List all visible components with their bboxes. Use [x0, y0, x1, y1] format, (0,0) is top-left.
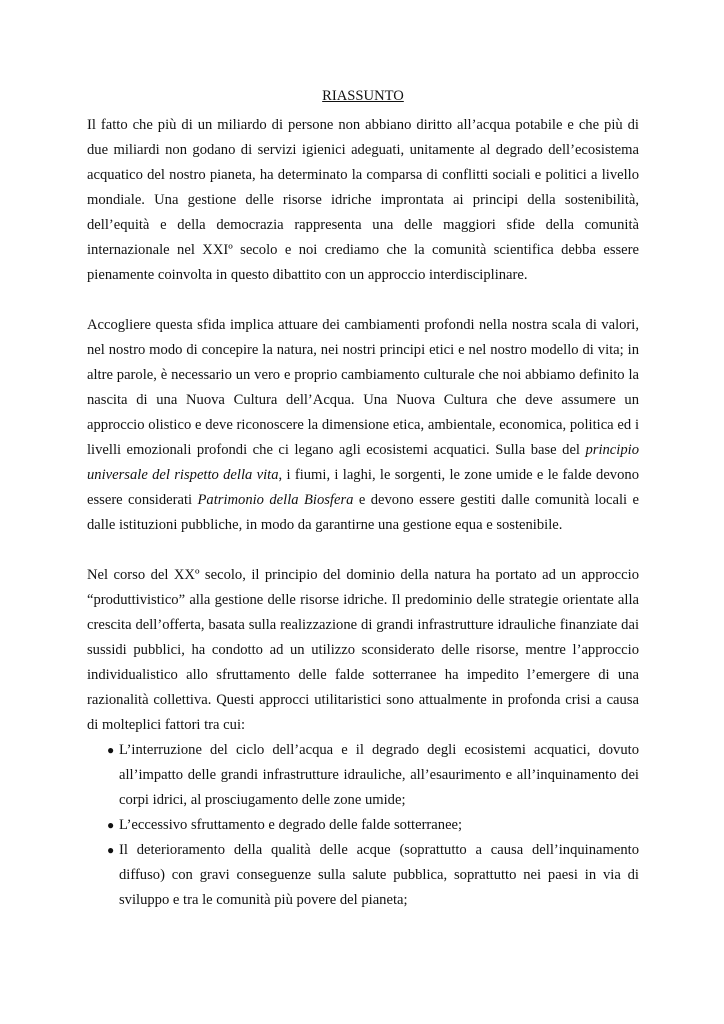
paragraph-2 [87, 313, 639, 538]
paragraph-2-text-b: , i fiumi, i laghi, le sorgenti, le zone umide e le falde devono essere considerati [87, 467, 639, 508]
paragraph-2-italic-principio: principio universale del rispetto della vita [87, 442, 639, 483]
list-item-text: L’interruzione del ciclo dell’acqua e il degrado degli ecosistemi acquatici, dovuto all’impatto delle grandi infrastrutture idrauliche, all’esaurimento e all’inquinamento dei corpi idrici, al prosciugamento delle zone umide; [119, 742, 639, 808]
bullet-icon: ● [107, 818, 115, 832]
paragraph-3: Nel corso del XXº secolo, il principio del dominio della natura ha portato ad un approccio “produttivistico” alla gestione delle risorse idriche. Il predominio delle strategie orientate alla crescita dell’offerta, basata sulla realizzazione di grandi infrastrutture idrauliche finanziate dai sussidi pubblici, ha condotto ad un utilizzo sconsiderato delle risorse, mentre l’approccio individualistico allo sfruttamento delle falde sotterranee ha impedito l’emergere di una razionalità collettiva. Questi approcci utilitaristici sono attualmente in profonda crisi a causa di molteplici fattori tra cui: [87, 567, 639, 733]
bullet-icon: ● [107, 843, 115, 857]
paragraph-gap [87, 288, 639, 313]
paragraph-gap [87, 538, 639, 563]
list-item-text: L’eccessivo sfruttamento e degrado delle falde sotterranee; [119, 817, 463, 833]
document-body [87, 84, 639, 913]
paragraph-2-text-c: e devono essere gestiti dalle comunità locali e dalle istituzioni pubbliche, in modo da garantirne una gestione equa e sostenibile. [87, 492, 639, 533]
bullet-icon: ● [107, 743, 115, 757]
list-item-text: Il deterioramento della qualità delle acque (soprattutto a causa dell’inquinamento diffuso) con gravi conseguenze sulla salute pubblica, soprattutto nei paesi in via di sviluppo e tra le comunità più povere del pianeta; [119, 842, 639, 908]
list-item [87, 738, 639, 813]
bullet-list [87, 738, 639, 913]
paragraph-1: Il fatto che più di un miliardo di persone non abbiano diritto all’acqua potabile e che più di due miliardi non godano di servizi igienici adeguati, unitamente al degrado dell’ecosistema acquatico del nostro pianeta, ha determinato la comparsa di conflitti sociali e politici a livello mondiale. Una gestione delle risorse idriche improntata ai principi della sostenibilità, dell’equità e della democrazia rappresenta una delle maggiori sfide della comunità internazionale nel XXIº secolo e noi crediamo che la comunità scientifica debba essere pienamente coinvolta in questo dibattito con un approccio interdisciplinare. [87, 117, 639, 283]
paragraph-2-italic-patrimonio: Patrimonio della Biosfera [197, 492, 354, 508]
document-title: RIASSUNTO [322, 88, 404, 104]
list-item [87, 838, 639, 913]
paragraph-2-text-a: Accogliere questa sfida implica attuare dei cambiamenti profondi nella nostra scala di valori, nel nostro modo di concepire la natura, nei nostri principi etici e nel nostro modello di vita; in altre parole, è necessario un vero e proprio cambiamento culturale che noi abbiamo definito la nascita di una Nuova Cultura dell’Acqua. Una Nuova Cultura che deve assumere un approccio olistico e deve riconoscere la dimensione etica, ambientale, economica, politica ed i livelli emozionali profondi che ci legano agli ecosistemi acquatici. Sulla base del [87, 317, 639, 458]
list-item [87, 813, 639, 838]
